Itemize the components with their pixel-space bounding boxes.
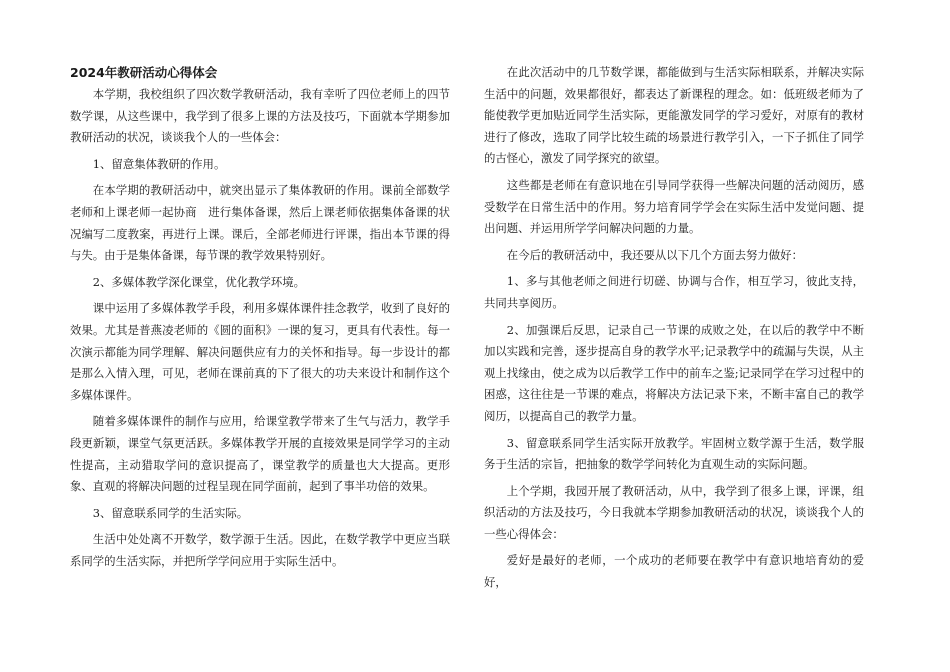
paragraph: 随着多媒体课件的制作与应用，给课堂教学带来了生气与活力，教学手段更新颖，课堂气氛更活跃。多媒体教学开展的直接效果是同学学习的主动性提高，主动猎取学问的意识提高了，课堂教学的质量也大大提高。更形象、直观的将解决问题的过程呈现在同学面前，起到了事半功倍的效果。 — [70, 414, 450, 494]
paragraph: 在此次活动中的几节数学课，都能做到与生活实际相联系，并解决实际生活中的问题，效果都很好，都表达了新课程的理念。如：低班级老师为了能使教学更加贴近同学生活实际，更能激发同学的学习爱好，对原有的教材进行了修改，选取了同学比较生疏的场景进行教学引入，一下子抓住了同学的古怪心，激发了同学探究的欲望。 — [484, 65, 864, 166]
paragraph: 爱好是最好的老师，一个成功的老师要在教学中有意识地培育幼的爱好， — [484, 553, 864, 590]
paragraph: 生活中处处离不开数学，数学源于生活。因此，在数学教学中更应当联系同学的生活实际，并把所学学问应用于实际生活中。 — [70, 532, 450, 568]
list-item: 2、加强课后反思，记录自己一节课的成败之处，在以后的教学中不断加以实践和完善，逐步提高自身的教学水平;记录教学中的疏漏与失误，从主观上找缘由，使之成为以后教学工作中的前车之鉴;记录同学在学习过程中的困惑，这往往是一节课的难点，将解决方法记录下来，不断丰富自己的教学阅历，以提高自己的教学力量。 — [484, 322, 864, 423]
paragraph: 上个学期，我园开展了教研活动，从中，我学到了很多上课，评课，组织活动的方法及技巧，今日我就本学期参加教研活动的状况，谈谈我个人的一些心得体会： — [484, 483, 864, 541]
list-item: 3、留意联系同学生活实际开放教学。牢固树立数学源于生活，数学服务于生活的宗旨，把抽象的数学学问转化为直观生动的实际问题。 — [484, 435, 864, 472]
right-column — [484, 62, 864, 599]
left-column — [70, 62, 450, 577]
section-heading: 1、留意集体教研的作用。 — [92, 156, 226, 171]
paragraph: 课中运用了多媒体教学手段，利用多媒体课件挂念教学，收到了良好的效果。尤其是普燕凌老师的《圆的面积》一课的复习，更具有代表性。每一次演示都能为同学理解、解决问题供应有力的关怀和指导。每一步设计的都是那么入情入理，可见，老师在课前真的下了很大的功夫来设计和制作这个多媒体课件。 — [70, 301, 450, 402]
section-heading: 3、留意联系同学的生活实际。 — [92, 505, 249, 520]
paragraph: 在今后的教研活动中，我还要从以下几个方面去努力做好： — [506, 247, 803, 262]
section-heading: 2、多媒体教学深化课堂，优化教学环境。 — [92, 274, 306, 289]
paragraph: 这些都是老师在有意识地在引导同学获得一些解决问题的活动阅历，感受数学在日常生活中的作用。努力培育同学学会在实际生活中发觉问题、提出问题、并运用所学学问解决问题的力量。 — [484, 177, 864, 236]
paragraph: 本学期，我校组织了四次数学教研活动，我有幸听了四位老师上的四节数学课，从这些课中，我学到了很多上课的方法及技巧，下面就本学期参加教研活动的状况，谈谈我个人的一些体会： — [70, 87, 450, 145]
paragraph: 在本学期的教研活动中，就突出显示了集体教研的作用。课前全部数学老师和上课老师一起协商 进行集体备课，然后上课老师依据集体备课的状况编写二度教案，再进行上课。课后，全部老师进行评课，指出本节课的得与失。由于是集体备课，每节课的教学效果特别好。 — [70, 183, 450, 263]
document-title: 2024年教研活动心得体会 — [70, 65, 218, 80]
list-item: 1、多与其他老师之间进行切磋、协调与合作，相互学习，彼此支持，共同共享阅历。 — [484, 274, 864, 310]
